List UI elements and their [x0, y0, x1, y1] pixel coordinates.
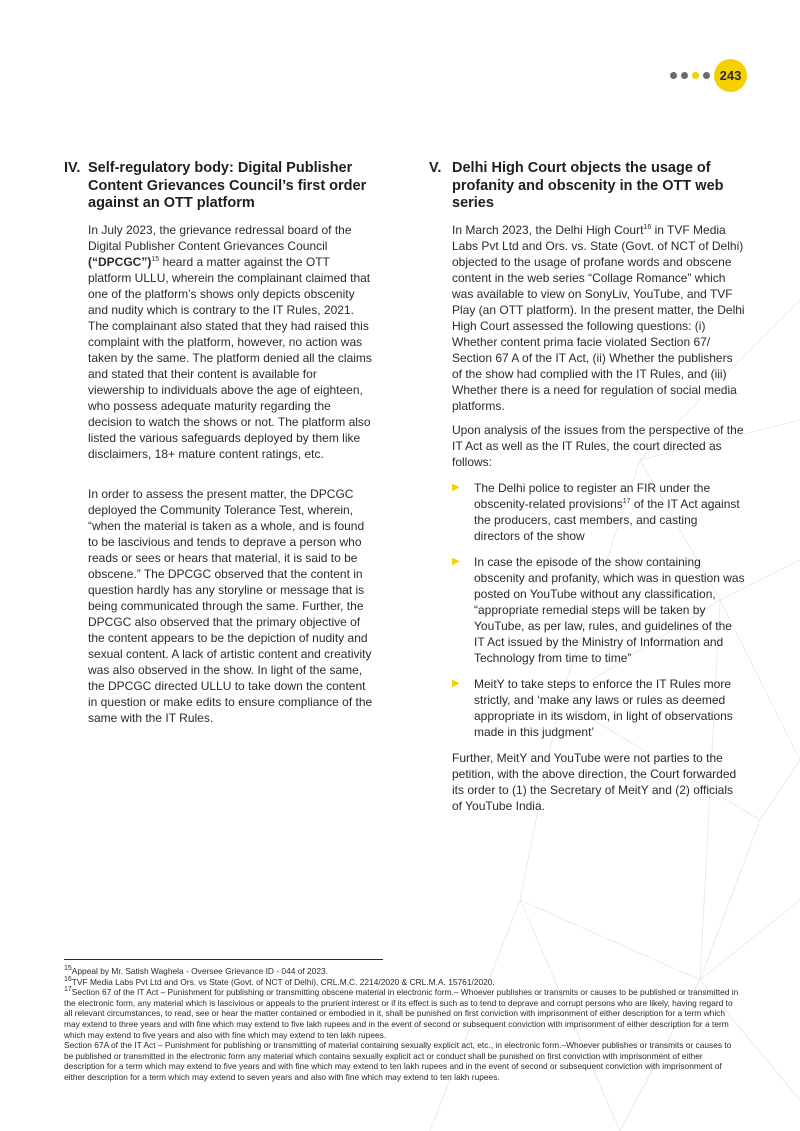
- bullet-item: [452, 676, 745, 740]
- section-iv-heading: [64, 160, 374, 213]
- footnote-text: TVF Media Labs Pvt Ltd and Ors. vs State (Govt. of NCT of Delhi), CRL.M.C. 2214/2020 & CRL.M.A. 15761/2020.: [71, 976, 495, 987]
- footnote-16: [64, 977, 740, 988]
- footnote-number: 15: [64, 965, 72, 973]
- text-run: of the IT Act against the producers, cast members, and casting directors of the show: [474, 496, 740, 543]
- bullet-item: [452, 554, 745, 666]
- footnote-text: Section 67 of the IT Act – Punishment for publishing or transmitting obscene material in electronic form.– Whoever publishes or transmits or causes to be published or transmitted in the electronic form, any material which is lascivious or appeals to the prurient interest or if its effect is such as to tend to deprave and corrupt persons who are likely, having regard to all relevant circumstances, to read, see or hear the matter contained or embodied in it, shall be punished on first conviction with imprisonment of either description for a term which may extend to three years and with fine which may extend to five lakh rupees and in the event of second or subsequent conviction with imprisonment of either description for a term which may extend to five years and also with fine which may extend to ten lakh rupees.: [64, 987, 739, 1040]
- paragraph: [88, 222, 374, 462]
- footnote-divider: [64, 959, 383, 960]
- bullet-arrow-icon: ▶: [452, 555, 460, 567]
- indicator-dot-active: [692, 72, 699, 79]
- text-run: In March 2023, the Delhi High Court: [452, 222, 644, 237]
- indicator-dot: [681, 72, 688, 79]
- footnote-text: Appeal by Mr. Satish Waghela - Oversee Grievance ID - 044 of 2023.: [71, 966, 328, 976]
- section-number: V.: [429, 160, 442, 176]
- section-v: [429, 160, 745, 814]
- footnote-17: [64, 987, 740, 1040]
- bullet-text: [474, 480, 745, 544]
- section-v-heading: [429, 160, 745, 213]
- section-iv: [64, 160, 374, 726]
- text-run: In July 2023, the grievance redressal board of the Digital Publisher Content Grievances Council: [88, 222, 352, 253]
- footnote-number: 17: [64, 986, 72, 994]
- indicator-dot: [670, 72, 677, 79]
- footnote-ref: 15: [151, 255, 160, 263]
- footnote-ref: 16: [643, 223, 652, 231]
- bullet-arrow-icon: ▶: [452, 481, 460, 493]
- section-title: Delhi High Court objects the usage of profanity and obscenity in the OTT web series: [452, 160, 724, 211]
- page-indicator-dots: [670, 72, 710, 79]
- bullet-text: MeitY to take steps to enforce the IT Rules more strictly, and ‘make any laws or rules as deemed appropriate in its wisdom, in light of observations made in this judgment’: [474, 676, 733, 739]
- paragraph: Upon analysis of the issues from the perspective of the IT Act as well as the IT Rules, the court directed as follows:: [452, 422, 744, 469]
- text-run: The Delhi police to register an FIR under the obscenity-related provisions: [474, 480, 711, 511]
- footnotes: [64, 966, 740, 1083]
- paragraph: [452, 222, 745, 414]
- section-title: Self-regulatory body: Digital Publisher Content Grievances Council’s first order against an OTT platform: [88, 160, 367, 211]
- indicator-dot: [703, 72, 710, 79]
- text-run: in TVF Media Labs Pvt Ltd and Ors. vs. State (Govt. of NCT of Delhi) objected to the usage of profane words and obscene content in the web series “Collage Romance” which was available to view on SonyLiv, YouTube, and TVF Play (an OTT platform). In the present matter, the Delhi High Court assessed the following questions: (i) Whether content prima facie violated Section 67/ Section 67 A of the IT Act, (ii) Whether the publishers of the show had complied with the IT Rules, and (iii) Whether there is a need for regulation of social media platforms.: [452, 222, 745, 413]
- footnote-number: 16: [64, 975, 72, 983]
- bullet-text: In case the episode of the show containing obscenity and profanity, which was in question was posted on YouTube without any classification, “appropriate remedial steps will be taken by YouTube, as per law, rules, and guidelines of the IT Act issued by the Ministry of Information and Technology from time to time”: [474, 554, 745, 665]
- paragraph: Further, MeitY and YouTube were not parties to the petition, with the above direction, the Court forwarded its order to (1) the Secretary of MeitY and (2) officials of YouTube India.: [452, 750, 737, 813]
- bullet-item: [452, 480, 745, 544]
- footnote-15: [64, 966, 740, 977]
- text-run: heard a matter against the OTT platform ULLU, wherein the complainant claimed that one of the platform’s shows only depicts obscenity and nudity which is contrary to the IT Rules, 2021. The complainant also stated that they had raised this complaint with the platform, however, no action was taken by the same. The platform denied all the claims and stated that their content is available for viewership to individuals above the age of eighteen, who possess adequate maturity regarding the decision to watch the shows or not. The platform also listed the various safeguards deployed by them like disclaimers, 18+ mature content ratings, etc.: [88, 254, 372, 461]
- section-number: IV.: [64, 160, 81, 176]
- abbreviation: (“DPCGC”): [88, 254, 152, 269]
- paragraph: In order to assess the present matter, the DPCGC deployed the Community Tolerance Test, wherein, “when the material is taken as a whole, and is found to be lascivious and tends to deprave a person who reads or sees or hears that material, it is said to be obscene.” The DPCGC observed that the content in question hardly has any storyline or message that is being communicated through the same. Further, the DPCGC also observed that the primary objective of the content appears to be the depiction of nudity and sexual content. A lack of artistic content and creativity was also observed in the show. In light of the same, the DPCGC directed ULLU to take down the content in question or make edits to ensure compliance of the same with the IT Rules.: [88, 486, 373, 725]
- page-number: 243: [714, 59, 747, 92]
- bullet-arrow-icon: ▶: [452, 677, 460, 689]
- footnote-17-continued: Section 67A of the IT Act – Punishment for publishing or transmitting of material containing sexually explicit act, etc., in electronic form.–Whoever publishes or transmits or causes to be published or transmitted in the electronic form any material which contains sexually explicit act or conduct shall be punished on first conviction with imprisonment of either description for a term which may extend to five years and with fine which may extend to ten lakh rupees and in the event of second or subsequent conviction with imprisonment of either description for a term which may extend to seven years and also with fine which may extend to ten lakh rupees.: [64, 1040, 732, 1082]
- footnote-ref: 17: [622, 497, 631, 505]
